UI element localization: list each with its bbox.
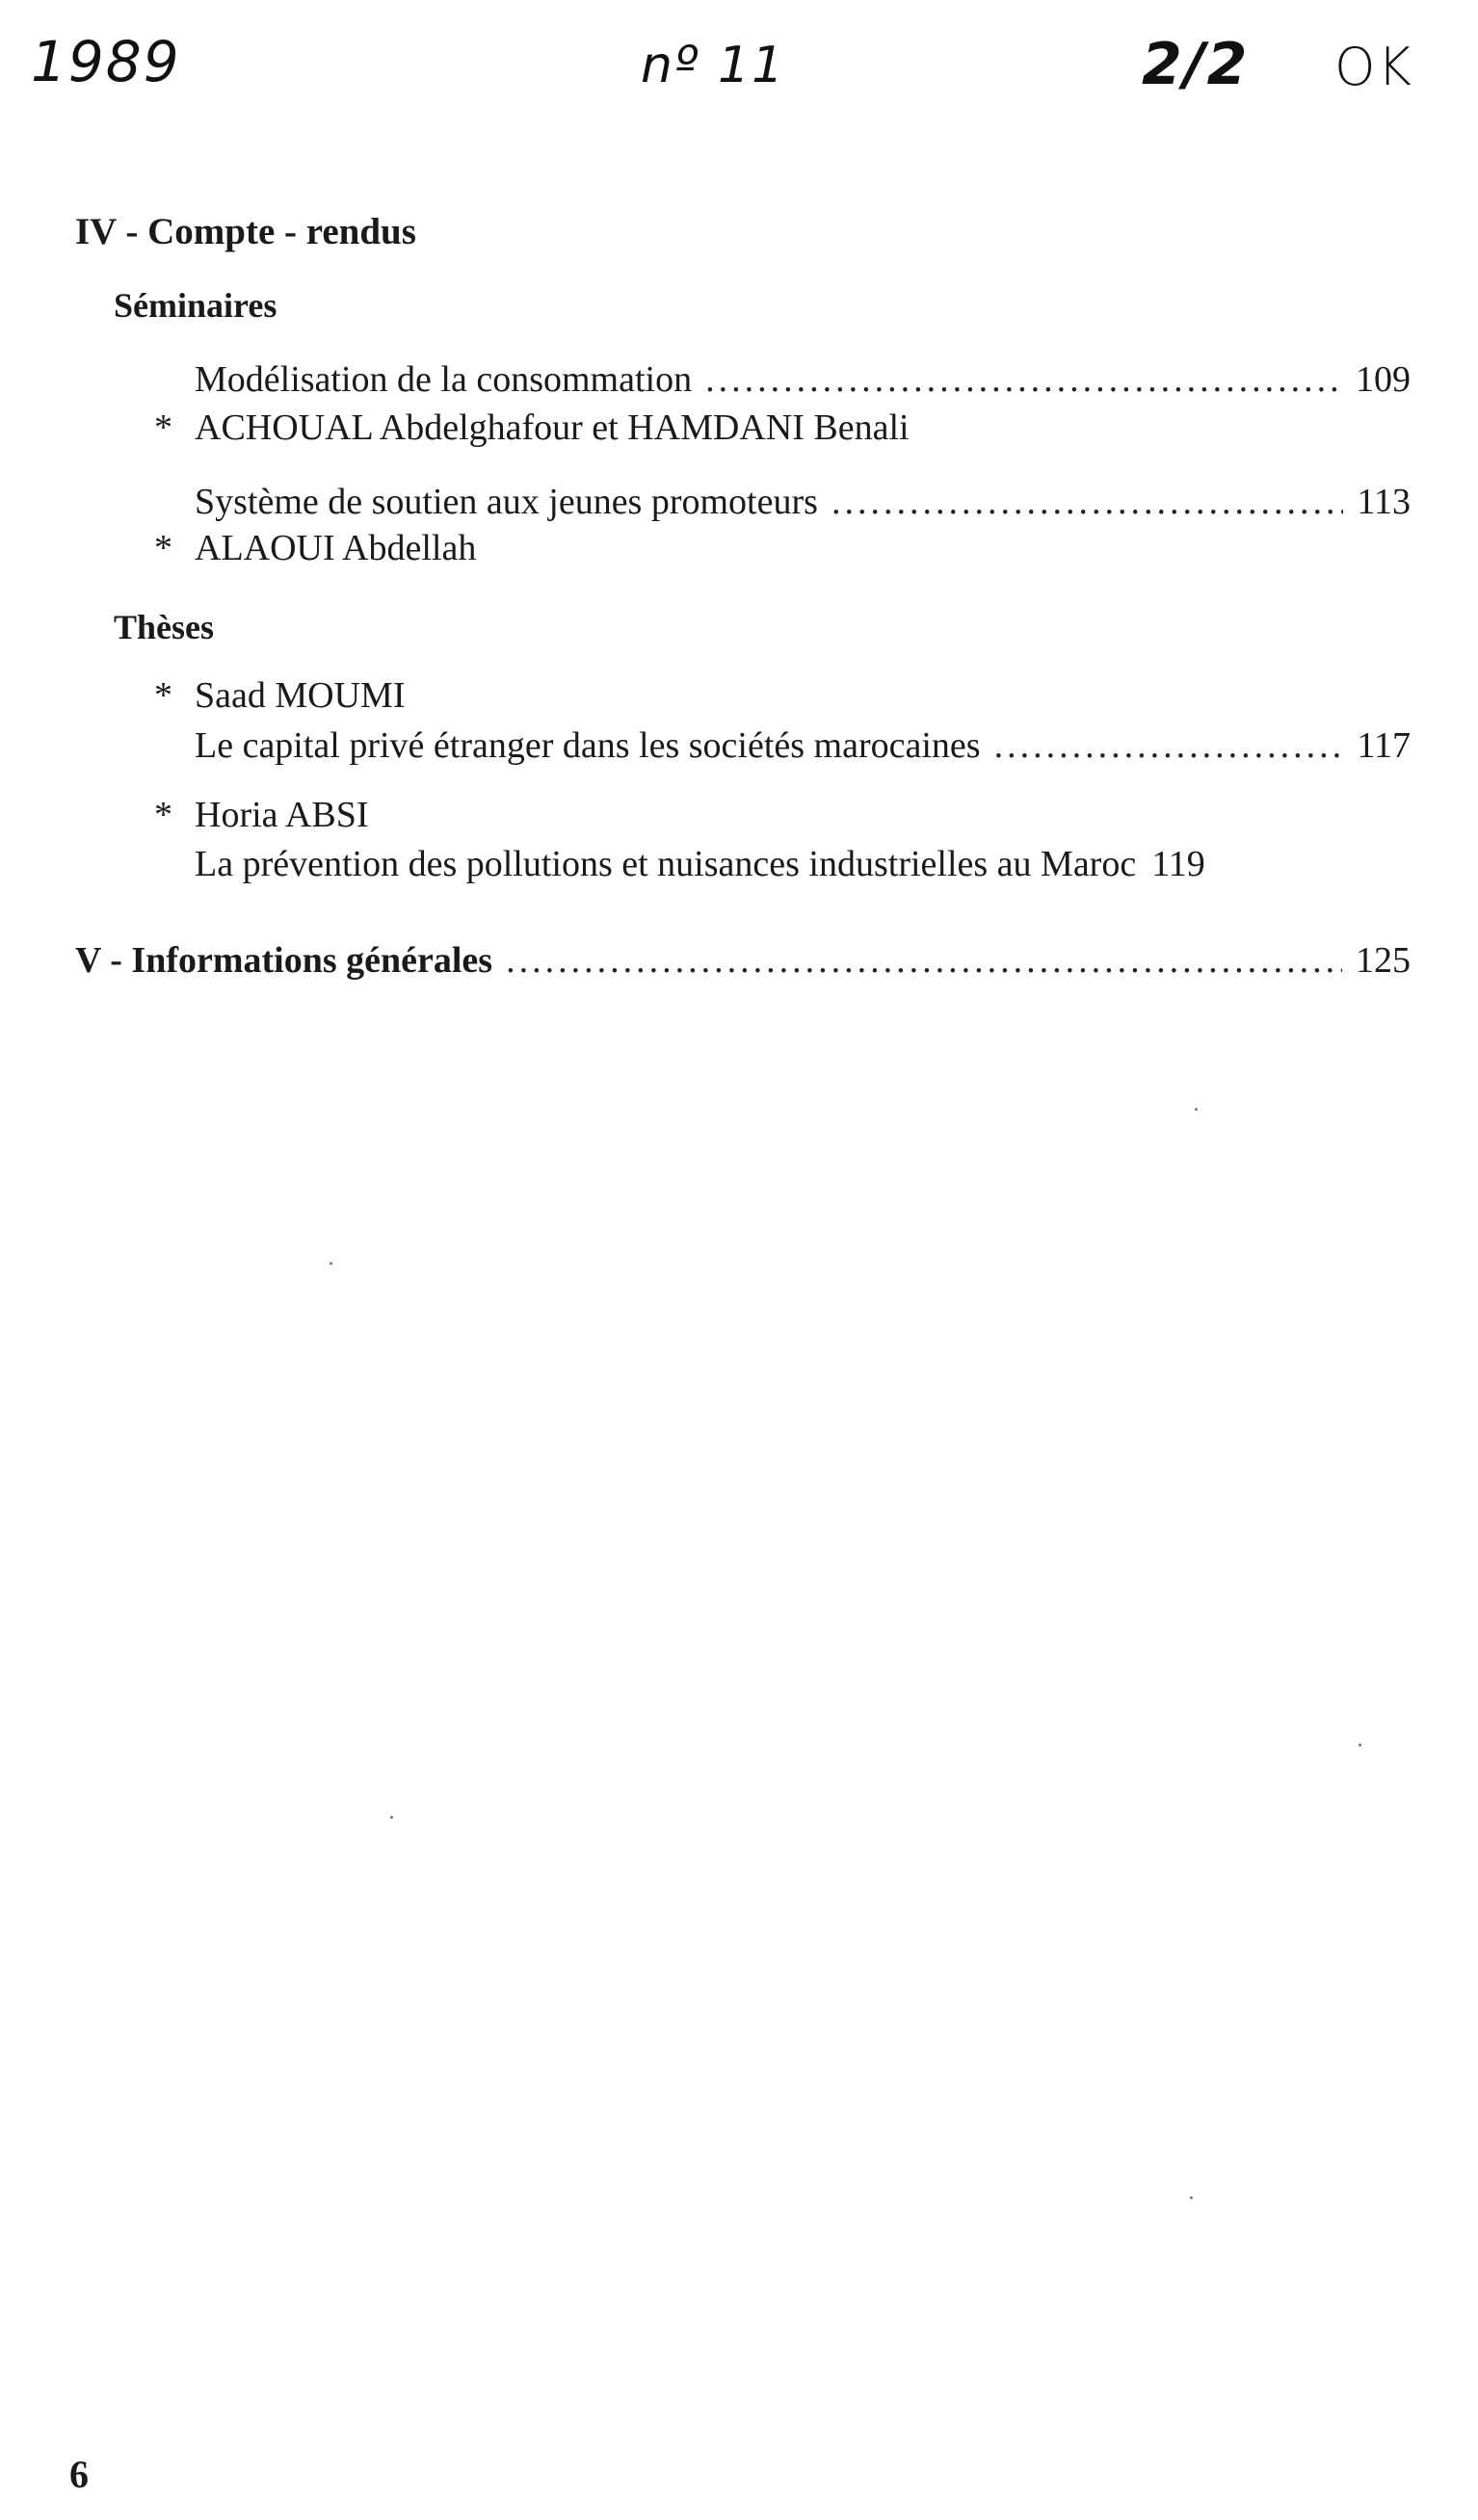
dot-leader: [705, 361, 1342, 398]
handwritten-year: 1989: [31, 29, 181, 94]
section-iv-title: IV - Compte - rendus: [75, 211, 416, 252]
scan-speck: [330, 1262, 332, 1265]
page-number: 6: [69, 2453, 89, 2496]
bullet-star: *: [154, 795, 172, 835]
toc-entry-thesis-2: [195, 846, 1411, 882]
handwritten-part: 2/2: [1142, 31, 1250, 98]
bullet-star: *: [154, 407, 172, 448]
toc-entry-thesis-1: [195, 727, 1411, 764]
thesis-author: Horia ABSI: [195, 795, 369, 835]
thesis-author-line: [154, 797, 369, 833]
handwritten-status: OK: [1334, 37, 1413, 97]
entry-title: Système de soutien aux jeunes promoteurs: [195, 482, 818, 522]
seminaires-heading: Séminaires: [114, 286, 277, 325]
dot-leader: [994, 727, 1344, 764]
entry-authors-line: [154, 530, 476, 566]
entry-page-number: 113: [1357, 482, 1411, 522]
entry-page-number: 117: [1357, 725, 1411, 766]
entry-authors: ACHOUAL Abdelghafour et HAMDANI Benali: [195, 407, 910, 448]
entry-page-number: 119: [1151, 844, 1205, 884]
entry-page-number: 125: [1356, 940, 1411, 981]
thesis-author: Saad MOUMI: [195, 675, 406, 716]
dot-leader: [831, 484, 1343, 520]
entry-title: Modélisation de la consommation: [195, 359, 693, 400]
toc-entry-section-v: [75, 942, 1411, 979]
entry-page-number: 109: [1356, 359, 1411, 400]
thesis-author-line: [154, 677, 405, 714]
bullet-star: *: [154, 528, 172, 568]
entry-title: Le capital privé étranger dans les sociétés marocaines: [195, 725, 981, 766]
toc-entry-seminar-2: [195, 484, 1411, 520]
scan-speck: [390, 1816, 393, 1819]
section-v-title: V - Informations générales: [75, 940, 493, 981]
entry-title: La prévention des pollutions et nuisances industrielles au Maroc: [195, 844, 1137, 884]
scan-speck: [1190, 2196, 1193, 2199]
scan-speck: [1359, 1744, 1361, 1746]
toc-entry-seminar-1: [195, 361, 1411, 398]
dot-leader: [506, 942, 1342, 979]
handwritten-issue: nº 11: [641, 37, 786, 94]
theses-heading: Thèses: [114, 608, 215, 646]
bullet-star: *: [154, 675, 172, 716]
entry-authors: ALAOUI Abdellah: [195, 528, 477, 568]
entry-authors-line: [154, 409, 910, 446]
scan-speck: [1195, 1108, 1198, 1111]
